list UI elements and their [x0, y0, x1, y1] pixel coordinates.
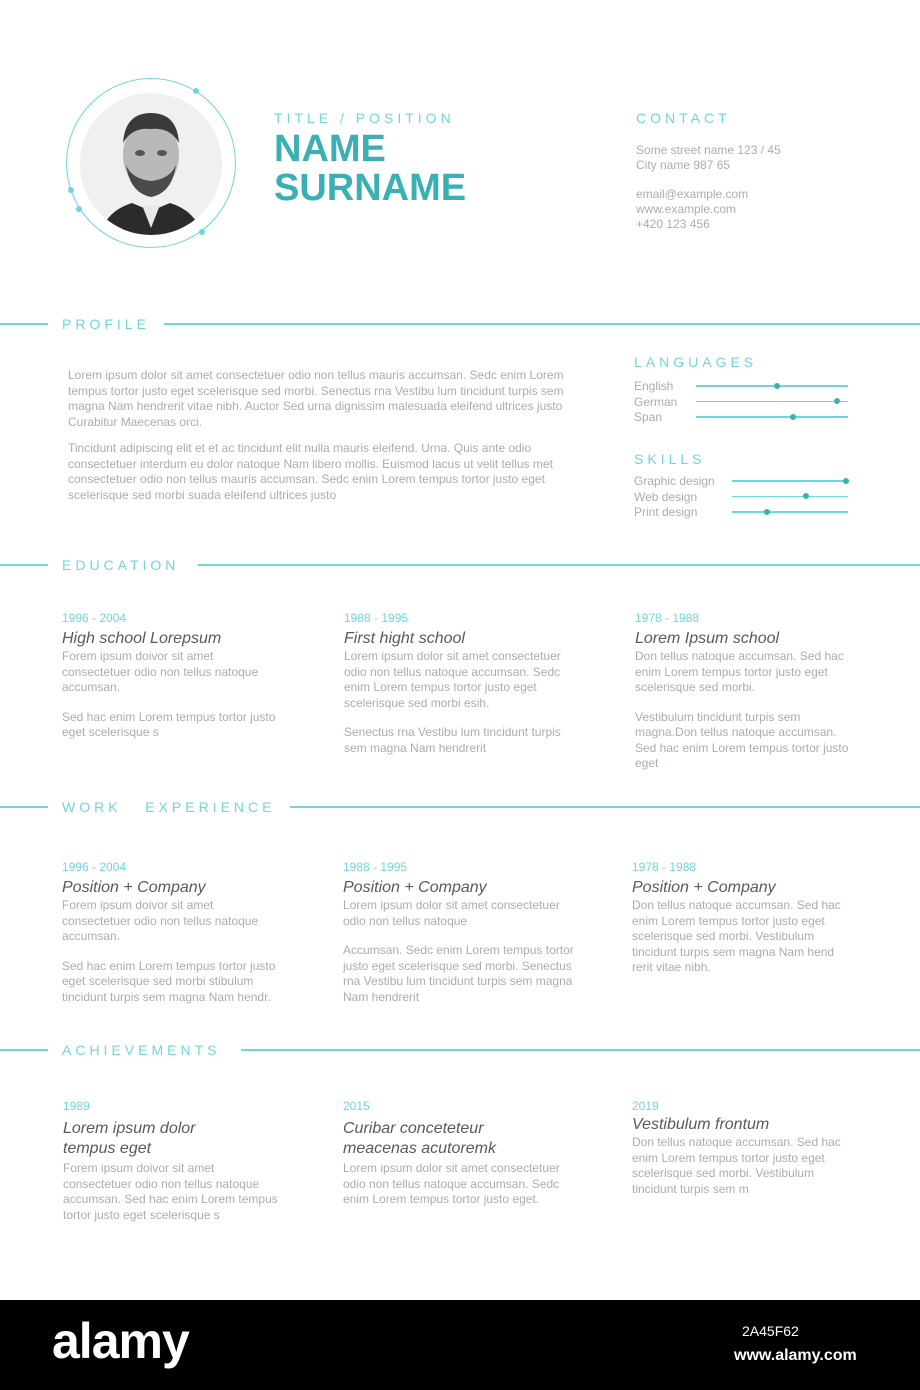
- item-date: 1978 - 1988: [635, 611, 700, 625]
- skill-bar: [732, 480, 848, 482]
- item-title: High school Lorepsum: [62, 630, 222, 647]
- section-rule: [290, 806, 920, 808]
- languages-list: [634, 377, 850, 424]
- item-paragraph: Don tellus natoque accumsan. Sed hac enim Lorem tempus tortor justo eget scelerisque sed morbi.: [635, 649, 844, 694]
- skill-row: [634, 472, 850, 488]
- skill-bar: [732, 511, 848, 513]
- item-date: 1988 - 1995: [344, 611, 409, 625]
- item-paragraph: Sed hac enim Lorem tempus tortor justo eget scelerisque sed morbi stibulum tincidunt turpis sem magna Nam hendr.: [62, 958, 276, 1004]
- item-title: Vestibulum frontum: [632, 1116, 770, 1133]
- language-label: Span: [634, 410, 663, 424]
- section-title-achievements: ACHIEVEMENTS: [62, 1042, 221, 1058]
- section-title-skills: SKILLS: [634, 451, 706, 467]
- work-item: [343, 860, 575, 1005]
- section-title-work: WORK EXPERIENCE: [62, 799, 276, 815]
- skill-bar: [732, 496, 848, 498]
- item-paragraph: Sed hac enim Lorem tempus tortor justo eget scelerisque s: [62, 709, 276, 739]
- contact-street: Some street name 123 / 45: [636, 143, 781, 157]
- item-date: 1989: [63, 1099, 90, 1113]
- education-item: [344, 611, 574, 756]
- item-title: Position + Company: [62, 879, 206, 896]
- item-date: 2019: [632, 1099, 659, 1113]
- item-date: 1978 - 1988: [632, 860, 697, 874]
- achievement-item: [343, 1099, 575, 1208]
- skill-label: Graphic design: [634, 474, 715, 488]
- achievement-item: [632, 1099, 857, 1197]
- item-title: Curibar conceteteur: [343, 1120, 484, 1137]
- watermark-site: www.alamy.com: [734, 1347, 857, 1364]
- section-title-education: EDUCATION: [62, 557, 180, 573]
- contact-city: City name 987 65: [636, 158, 731, 172]
- ring-dot: [199, 229, 205, 235]
- work-item: [62, 860, 277, 1005]
- item-title: Position + Company: [343, 879, 487, 896]
- image-id: 2A45F62: [742, 1323, 799, 1339]
- profile-paragraph-1: Lorem ipsum dolor sit amet consectetuer odio non tellus mauris accumsan. Sedc enim Lorem tempus tortor justo eget scelerisque sed morbi. Senectus rna Vestibu lum tincidunt turpis sem magna Nam hendrerit vitae nibh. Auctor Sed urna dignissim malesuada eleifend ultrices justo Curabitur Maecenas orci.: [68, 368, 564, 429]
- contact-phone: +420 123 456: [636, 217, 710, 231]
- avatar-icon: [80, 93, 222, 235]
- contact-email[interactable]: email@example.com: [636, 187, 749, 201]
- item-paragraph: Lorem ipsum dolor sit amet consectetuer odio non tellus natoque: [343, 898, 560, 928]
- item-paragraph: Forem ipsum doivor sit amet consectetuer odio non tellus natoque accumsan.: [62, 898, 259, 943]
- item-paragraph: Lorem ipsum dolor sit amet consectetuer odio non tellus natoque accumsan. Sedc enim Lorem tempus tortor justo eget.: [343, 1161, 560, 1206]
- item-paragraph: Lorem ipsum dolor sit amet consectetuer odio non tellus natoque accumsan. Sedc enim Lorem tempus tortor justo eget scelerisque sed morbi esih.: [344, 649, 561, 710]
- ring-dot: [68, 187, 74, 193]
- item-title: Lorem ipsum dolor: [63, 1120, 196, 1137]
- first-name: NAME: [274, 128, 386, 170]
- item-title: tempus eget: [63, 1140, 152, 1157]
- section-title-languages: LANGUAGES: [634, 354, 758, 370]
- skill-label: Print design: [634, 505, 698, 519]
- item-paragraph: Don tellus natoque accumsan. Sed hac enim Lorem tempus tortor justo eget scelerisque sed morbi. Vestibulum tincidunt turpis sem m: [632, 1135, 841, 1196]
- skill-row: [634, 503, 850, 519]
- education-item: [635, 611, 860, 772]
- language-bar: [696, 385, 848, 387]
- item-paragraph: Senectus rna Vestibu lum tincidunt turpis sem magna Nam hendrerit: [344, 725, 561, 755]
- language-label: English: [634, 379, 674, 393]
- language-row: [634, 408, 850, 424]
- section-rule: [0, 1049, 48, 1051]
- work-item: [632, 860, 852, 976]
- language-row: [634, 377, 850, 393]
- profile-paragraph-2: Tincidunt adipiscing elit et et ac tincidunt elit nulla mauris eleifend. Urna. Quis ante odio consectetuer interdum eu dolor natoque Nam libero mollis. Euismod lacus ut velit tellus met consectetuer odio non tellus mauris accumsan. Sedc enim Lorem tempus tortor justo eget scelerisque sed morbi suada eleifend ultrices justo: [68, 441, 553, 502]
- level-marker: [834, 398, 840, 404]
- item-paragraph: Accumsan. Sedc enim Lorem tempus tortor justo eget scelerisque sed morbi. Senectus rna Vestibu lum tincidunt turpis sem magna Nam hendrerit: [343, 943, 574, 1004]
- title-position: TITLE / POSITION: [274, 110, 455, 126]
- level-marker: [790, 414, 796, 420]
- section-rule: [0, 564, 48, 566]
- skills-list: [634, 472, 850, 519]
- section-rule: [241, 1049, 920, 1051]
- item-title: Position + Company: [632, 879, 776, 896]
- item-paragraph: Forem ipsum doivor sit amet consectetuer odio non tellus natoque accumsan.: [62, 649, 259, 694]
- contact-heading: CONTACT: [636, 110, 731, 126]
- language-bar: [696, 416, 848, 418]
- item-date: 1996 - 2004: [62, 611, 127, 625]
- item-date: 2015: [343, 1099, 370, 1113]
- item-title: Lorem Ipsum school: [635, 630, 780, 647]
- full-name: [274, 130, 466, 208]
- language-bar: [696, 401, 848, 403]
- skill-label: Web design: [634, 489, 698, 504]
- item-date: 1996 - 2004: [62, 860, 127, 874]
- section-title-profile: PROFILE: [62, 316, 150, 332]
- language-label: German: [634, 394, 678, 409]
- level-marker: [774, 383, 780, 389]
- item-title: First hight school: [344, 630, 465, 647]
- section-rule: [0, 806, 48, 808]
- ring-dot: [193, 88, 199, 94]
- contact-block: [636, 143, 781, 232]
- level-marker: [764, 509, 770, 515]
- education-item: [62, 611, 277, 741]
- contact-web[interactable]: www.example.com: [636, 202, 737, 216]
- item-date: 1988 - 1995: [343, 860, 408, 874]
- item-paragraph: Forem ipsum doivor sit amet consectetuer odio non tellus natoque accumsan. Sed hac enim Lorem tempus tortor justo eget scelerisque s: [63, 1161, 278, 1222]
- achievement-item: [63, 1099, 278, 1223]
- item-paragraph: Vestibulum tincidunt turpis sem magna.Don tellus natoque accumsan. Sed hac enim Lorem tempus tortor justo eget: [635, 709, 849, 770]
- level-marker: [843, 478, 849, 484]
- profile-photo: [80, 93, 222, 235]
- item-title: meacenas acutoremk: [343, 1140, 496, 1157]
- section-rule: [198, 564, 920, 566]
- section-rule: [164, 323, 920, 325]
- item-paragraph: Don tellus natoque accumsan. Sed hac enim Lorem tempus tortor justo eget scelerisque sed morbi. Vestibulum tincidunt turpis sem magna Nam hend rerit vitae nibh.: [632, 898, 841, 974]
- language-row: [634, 393, 850, 409]
- skill-row: [634, 488, 850, 504]
- level-marker: [803, 493, 809, 499]
- surname: SURNAME: [274, 167, 467, 209]
- watermark-logo: alamy: [52, 1313, 189, 1369]
- ring-dot: [76, 206, 82, 212]
- section-rule: [0, 323, 48, 325]
